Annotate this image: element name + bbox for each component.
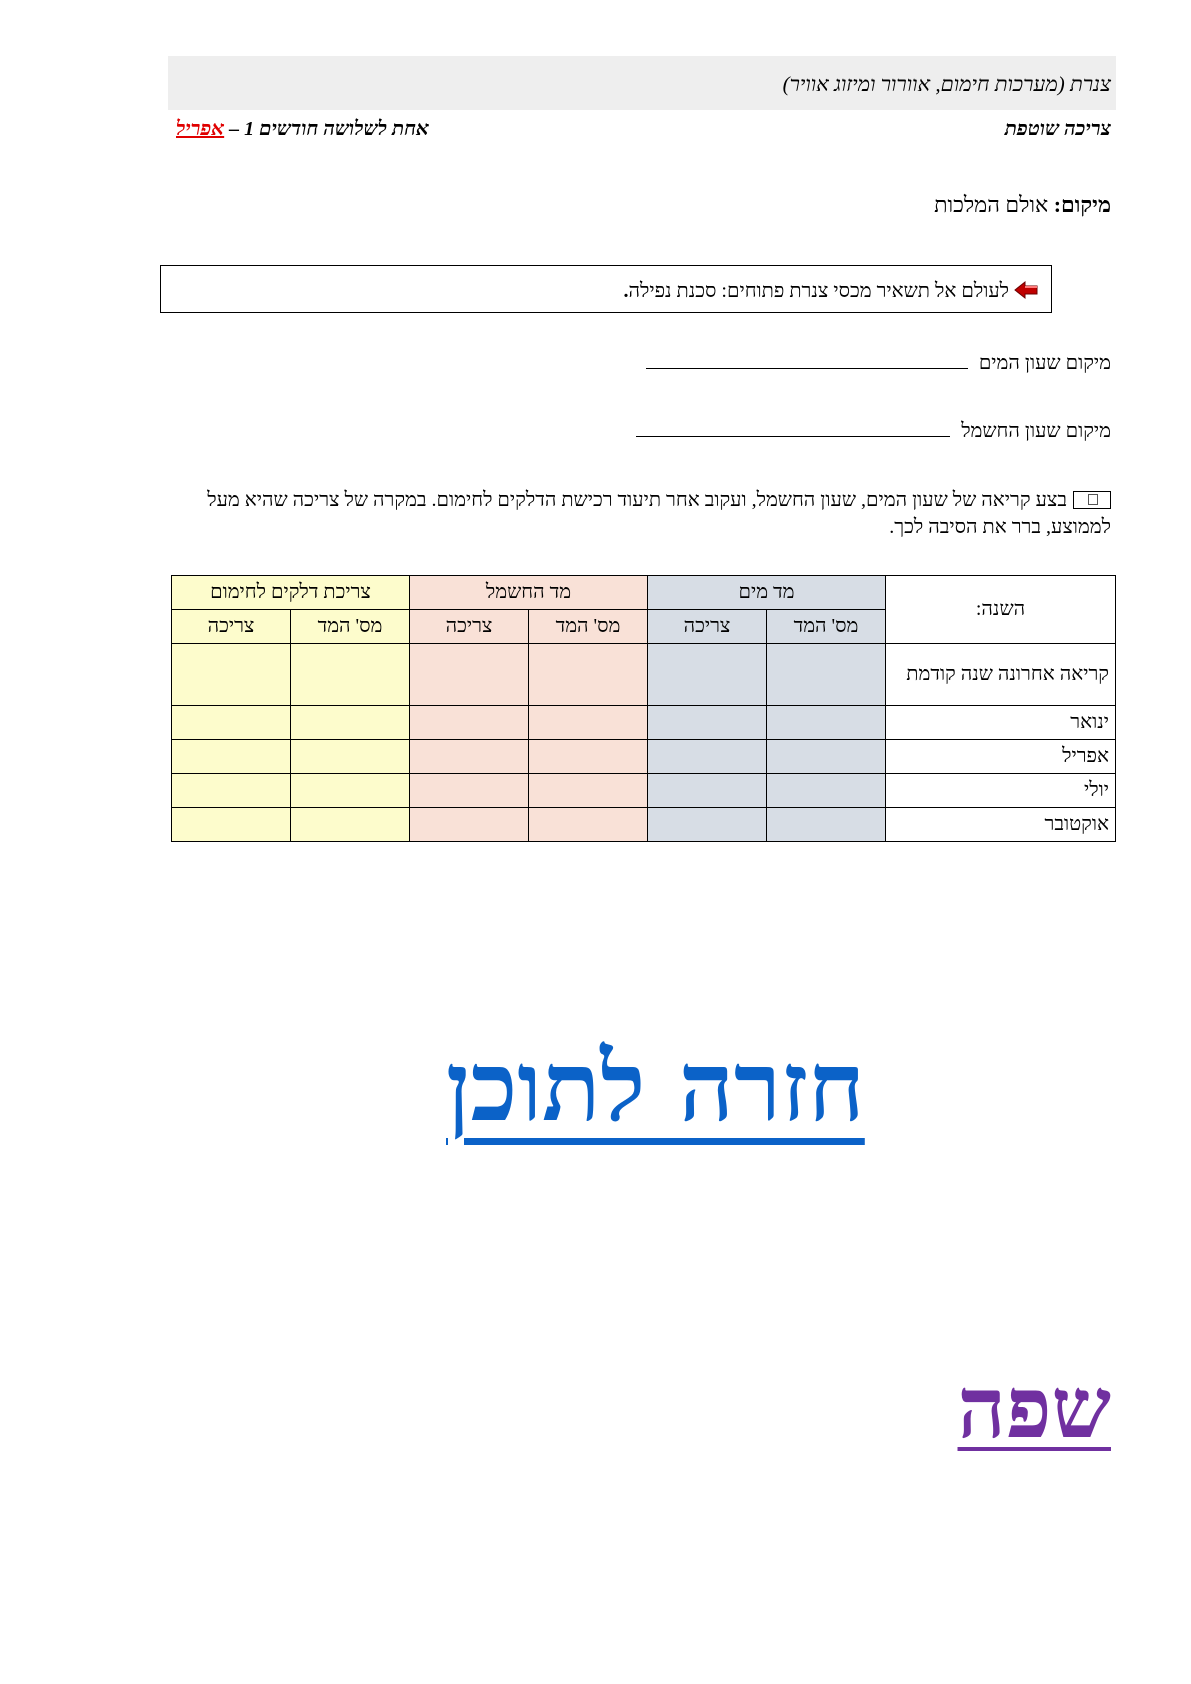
- table-cell[interactable]: [648, 774, 767, 808]
- table-row: [172, 740, 1116, 774]
- table-cell[interactable]: [767, 808, 886, 842]
- warning-end: .: [623, 280, 629, 302]
- table-cell[interactable]: [410, 774, 529, 808]
- row-label: ינואר: [886, 706, 1116, 740]
- table-cell[interactable]: [529, 808, 648, 842]
- water-meter-location-field: [646, 352, 1111, 375]
- table-cell[interactable]: [648, 644, 767, 706]
- table-cell[interactable]: [291, 706, 410, 740]
- fuel-meter-no-header: מס' המד: [291, 610, 410, 644]
- water-meter-location-label: מיקום שעון המים: [978, 352, 1111, 374]
- table-cell[interactable]: [529, 644, 648, 706]
- row-label: אוקטובר: [886, 808, 1116, 842]
- meter-readings-table: [171, 575, 1116, 842]
- table-cell[interactable]: [172, 808, 291, 842]
- frequency-text: אחת לשלושה חודשים 1 –: [229, 118, 429, 140]
- row-label: אפריל: [886, 740, 1116, 774]
- table-cell[interactable]: [410, 644, 529, 706]
- location-line: [934, 192, 1111, 218]
- table-cell[interactable]: [172, 740, 291, 774]
- electricity-meter-location-label: מיקום שעון החשמל: [961, 420, 1111, 442]
- warning-box: [160, 265, 1052, 313]
- task-item: [196, 487, 1111, 541]
- task-text: בצע קריאה של שעון המים, שעון החשמל, ועקוב אחר תיעוד רכישת הדלקים לחימום. במקרה של צריכה שהיא מעל לממוצע, ברר את הסיבה לכך.: [207, 489, 1111, 538]
- electricity-meter-location-field: [636, 420, 1111, 443]
- row-label: קריאה אחרונה שנה קודמת: [886, 644, 1116, 706]
- table-cell[interactable]: [291, 774, 410, 808]
- table-cell[interactable]: [648, 808, 767, 842]
- table-cell[interactable]: [410, 740, 529, 774]
- table-row: [172, 706, 1116, 740]
- year-header: השנה:: [886, 576, 1116, 644]
- table-row: [172, 774, 1116, 808]
- location-value: אולם המלכות: [934, 192, 1049, 217]
- table-cell[interactable]: [410, 808, 529, 842]
- warning-text: לעולם אל תשאיר מכסי צנרת פתוחים: סכנת נפילה: [628, 280, 1009, 302]
- month-link[interactable]: אפריל: [176, 118, 225, 140]
- warning-content: [623, 280, 1039, 306]
- back-to-contents-link[interactable]: חזרה לתוכן: [446, 1030, 865, 1143]
- document-title: צנרת (מערכות חימום, אוורור ומיזוג אוויר): [782, 72, 1111, 96]
- water-consumption-header: צריכה: [648, 610, 767, 644]
- red-arrow-icon: [1013, 280, 1039, 306]
- water-meter-location-blank[interactable]: [646, 352, 968, 369]
- table-row: [172, 808, 1116, 842]
- frequency-line: [176, 118, 429, 141]
- table-cell[interactable]: [172, 774, 291, 808]
- table-cell[interactable]: [410, 706, 529, 740]
- table-cell[interactable]: [767, 644, 886, 706]
- fuel-consumption-sub-header: צריכה: [172, 610, 291, 644]
- table-cell[interactable]: [648, 706, 767, 740]
- task-checkbox[interactable]: [1073, 491, 1111, 509]
- category-label: צריכה שוטפת: [1004, 118, 1111, 140]
- table-cell[interactable]: [767, 774, 886, 808]
- table-cell[interactable]: [291, 808, 410, 842]
- table-row: [172, 644, 1116, 706]
- table-cell[interactable]: [529, 706, 648, 740]
- electricity-consumption-header: צריכה: [410, 610, 529, 644]
- table-cell[interactable]: [291, 644, 410, 706]
- table-cell[interactable]: [529, 740, 648, 774]
- electricity-meter-no-header: מס' המד: [529, 610, 648, 644]
- table-cell[interactable]: [767, 740, 886, 774]
- fuel-consumption-header: צריכת דלקים לחימום: [172, 576, 410, 610]
- electricity-meter-location-blank[interactable]: [636, 420, 950, 437]
- water-meter-no-header: מס' המד: [767, 610, 886, 644]
- location-label: מיקום:: [1053, 192, 1111, 217]
- table-cell[interactable]: [648, 740, 767, 774]
- table-cell[interactable]: [172, 706, 291, 740]
- table-cell[interactable]: [291, 740, 410, 774]
- language-link[interactable]: שפה: [957, 1358, 1111, 1457]
- row-label: יולי: [886, 774, 1116, 808]
- table-cell[interactable]: [529, 774, 648, 808]
- water-meter-header: מד מים: [648, 576, 886, 610]
- table-cell[interactable]: [767, 706, 886, 740]
- electricity-meter-header: מד החשמל: [410, 576, 648, 610]
- table-cell[interactable]: [172, 644, 291, 706]
